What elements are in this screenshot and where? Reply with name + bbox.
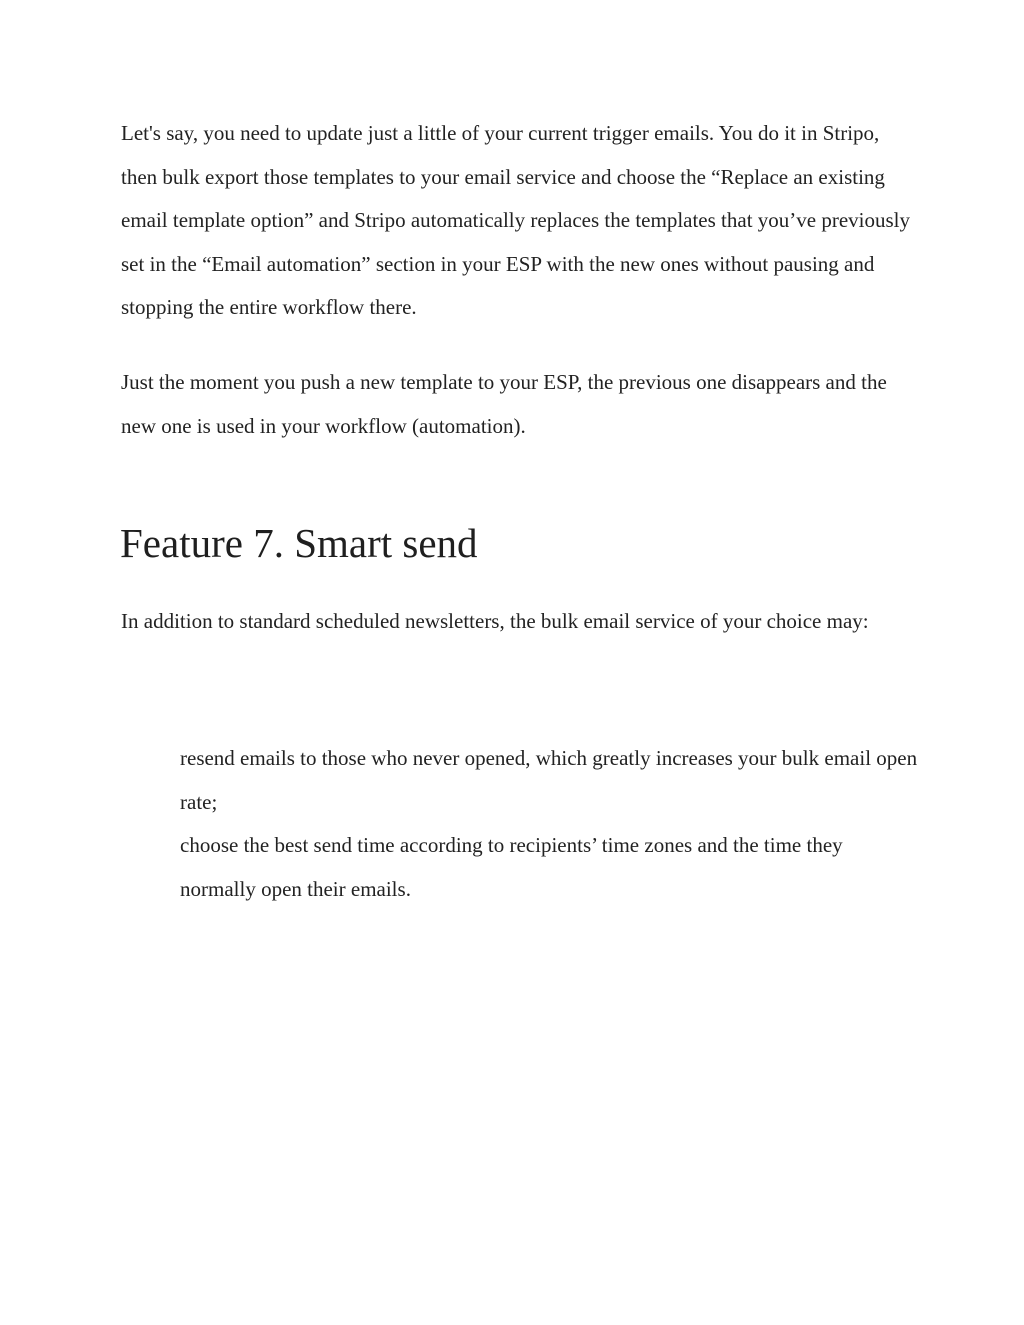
list-item: choose the best send time according to recipients’ time zones and the time they normally open their emails. xyxy=(180,833,843,901)
smart-send-intro-paragraph: In addition to standard scheduled newsletters, the bulk email service of your choice may: xyxy=(121,609,869,633)
feature-list xyxy=(180,737,920,911)
template-replace-paragraph: Just the moment you push a new template to your ESP, the previous one disappears and the new one is used in your workflow (automation). xyxy=(121,370,887,438)
list-item: resend emails to those who never opened, which greatly increases your bulk email open rate; xyxy=(180,746,918,814)
intro-paragraph: Let's say, you need to update just a little of your current trigger emails. You do it in Stripo, then bulk export those templates to your email service and choose the “Replace an existing email template option” and Stripo automatically replaces the templates that you’ve previously set in the “Email automation” section in your ESP with the new ones without pausing and stopping the entire workflow there. xyxy=(121,121,911,319)
section-heading: Feature 7. Smart send xyxy=(120,520,478,566)
